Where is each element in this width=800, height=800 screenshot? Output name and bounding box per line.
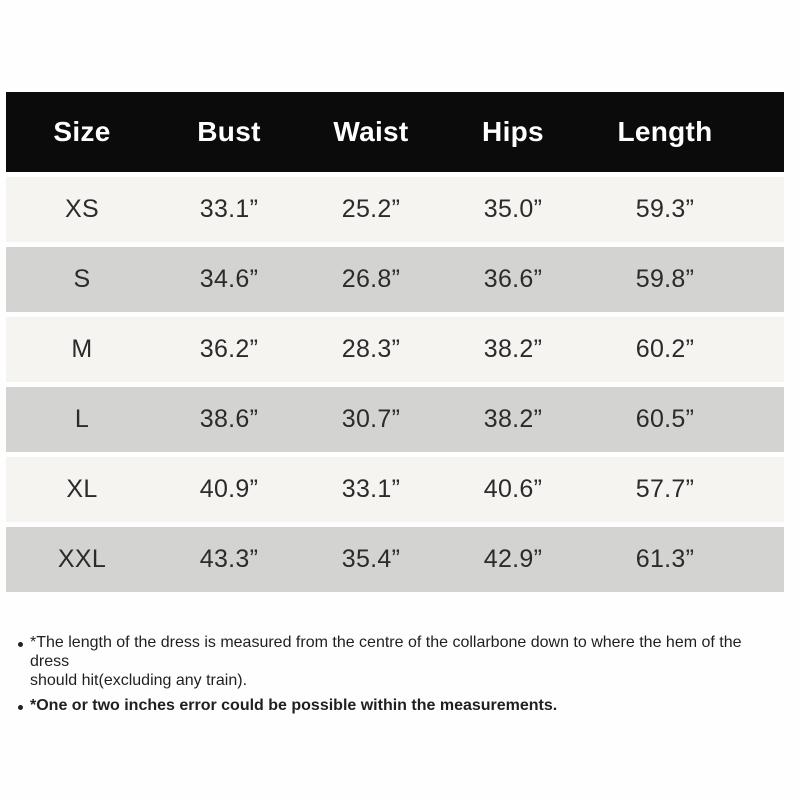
size-cell: S — [73, 265, 91, 293]
table-row-l — [6, 387, 784, 452]
column-header-length: Length — [617, 116, 713, 147]
length-cell: 60.5” — [635, 405, 695, 433]
table-row-s — [6, 247, 784, 312]
hips-cell: 36.6” — [483, 265, 543, 293]
bust-cell: 33.1” — [199, 195, 259, 223]
bust-cell: 43.3” — [199, 545, 259, 573]
bullet-icon — [18, 642, 23, 647]
bust-cell: 38.6” — [199, 405, 259, 433]
size-cell: XXL — [57, 545, 107, 573]
hips-cell: 40.6” — [483, 475, 543, 503]
hips-cell: 38.2” — [483, 335, 543, 363]
waist-cell: 33.1” — [341, 475, 401, 503]
waist-cell: 28.3” — [341, 335, 401, 363]
bust-cell: 36.2” — [199, 335, 259, 363]
waist-cell: 26.8” — [341, 265, 401, 293]
column-header-bust: Bust — [197, 116, 261, 147]
note-error-tolerance — [10, 696, 770, 715]
measurement-notes — [10, 633, 770, 721]
note-line: *The length of the dress is measured from the centre of the collarbone down to where the hem of the dress — [30, 634, 742, 670]
hips-cell: 42.9” — [483, 545, 543, 573]
waist-cell: 30.7” — [341, 405, 401, 433]
table-row-xxl — [6, 527, 784, 592]
hips-cell: 35.0” — [483, 195, 543, 223]
hips-cell: 38.2” — [483, 405, 543, 433]
size-cell: XS — [65, 195, 99, 223]
table-header-row — [6, 92, 784, 172]
note-length-measurement — [10, 633, 770, 690]
table-row-xs — [6, 177, 784, 242]
size-chart-table — [6, 92, 784, 597]
length-cell: 59.3” — [635, 195, 695, 223]
table-row-xl — [6, 457, 784, 522]
bust-cell: 40.9” — [199, 475, 259, 503]
size-cell: L — [74, 405, 90, 433]
length-cell: 60.2” — [635, 335, 695, 363]
column-header-waist: Waist — [333, 116, 409, 147]
note-line: *One or two inches error could be possible within the measurements. — [30, 697, 558, 714]
waist-cell: 35.4” — [341, 545, 401, 573]
bust-cell: 34.6” — [199, 265, 259, 293]
length-cell: 57.7” — [635, 475, 695, 503]
table-row-m — [6, 317, 784, 382]
length-cell: 61.3” — [635, 545, 695, 573]
waist-cell: 25.2” — [341, 195, 401, 223]
column-header-hips: Hips — [482, 116, 544, 147]
column-header-size: Size — [53, 116, 111, 147]
size-cell: XL — [66, 475, 98, 503]
length-cell: 59.8” — [635, 265, 695, 293]
bullet-icon — [18, 705, 23, 710]
size-cell: M — [71, 335, 93, 363]
note-line: should hit(excluding any train). — [30, 672, 248, 689]
